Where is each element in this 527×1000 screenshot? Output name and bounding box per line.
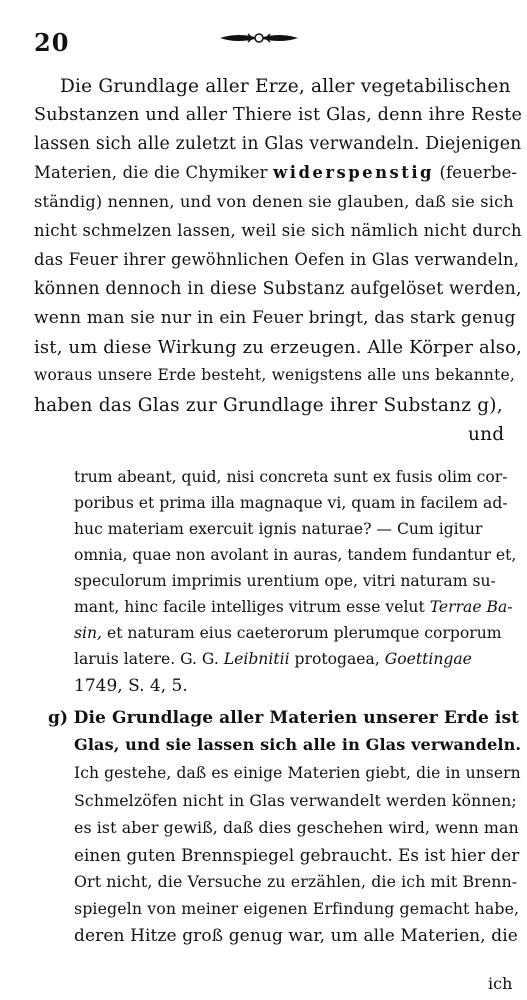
footnote-line: Schmelzöfen nicht in Glas verwandelt werden können;: [74, 791, 517, 810]
emphasized-word: widerspenstig: [273, 163, 435, 182]
place-name: Goettingae: [384, 650, 472, 668]
text-line: lassen sich alle zuletzt in Glas verwandeln. Diejenigen: [34, 134, 522, 154]
note-line: 1749, S. 4, 5.: [74, 676, 188, 696]
note-line: speculorum imprimis urentium ope, vitri naturam su-: [74, 572, 496, 590]
page-number: 20: [34, 28, 70, 57]
note-line: [74, 624, 502, 642]
note-line: huc materiam exercuit ignis naturae? — Cum igitur: [74, 520, 483, 538]
note-line: [74, 650, 472, 668]
text-segment: (feuerbe-: [439, 163, 518, 182]
text-line: nicht schmelzen lassen, weil sie sich nämlich nicht durch: [34, 221, 522, 240]
text-line: Die Grundlage aller Erze, aller vegetabilischen: [60, 76, 511, 97]
printer-ornament-icon: [218, 28, 300, 48]
text-line: Substanzen und aller Thiere ist Glas, denn ihre Reste: [34, 105, 523, 125]
footnote-heading-line: Glas, und sie lassen sich alle in Glas verwandeln.: [74, 735, 522, 754]
catchword: und: [468, 424, 505, 445]
footnote-line: es ist aber gewiß, daß dies geschehen wird, wenn man: [74, 818, 519, 837]
catchword: ich: [488, 974, 513, 993]
text-line: können dennoch in diese Substanz aufgelöset werden,: [34, 279, 522, 299]
text-segment: protogaea,: [294, 650, 380, 668]
text-segment: laruis latere. G. G.: [74, 650, 219, 668]
italic-term: sin,: [74, 624, 102, 642]
text-line: haben das Glas zur Grundlage ihrer Substanz g),: [34, 395, 503, 416]
footnote-line: deren Hitze groß genug war, um alle Materien, die: [74, 926, 518, 946]
italic-term: Terrae Ba-: [429, 598, 513, 616]
note-line: [74, 598, 513, 616]
footnote-line: Ich gestehe, daß es einige Materien giebt, die in unsern: [74, 764, 521, 782]
footnote-line: spiegeln von meiner eigenen Erfindung gemacht habe,: [74, 899, 520, 918]
footnote-heading-line: [48, 708, 519, 728]
text-segment: mant, hinc facile intelliges vitrum esse velut: [74, 598, 425, 616]
text-segment: Materien, die die Chymiker: [34, 163, 268, 182]
footnote-marker: g): [48, 708, 69, 728]
footnote-line: Ort nicht, die Versuche zu erzählen, die ich mit Brenn-: [74, 872, 518, 891]
text-line: ständig) nennen, und von denen sie glauben, daß sie sich: [34, 192, 514, 211]
text-line: ist, um diese Wirkung zu erzeugen. Alle Körper also,: [34, 337, 523, 358]
author-name: Leibnitii: [223, 650, 290, 668]
note-line: trum abeant, quid, nisi concreta sunt ex fusis olim cor-: [74, 468, 508, 486]
text-line: [34, 163, 517, 182]
footnote-heading: Die Grundlage aller Materien unserer Erde ist: [73, 708, 520, 728]
text-segment: et naturam eius caeterorum plerumque corporum: [106, 624, 502, 642]
footnote-line: einen guten Brennspiegel gebraucht. Es ist hier der: [74, 845, 520, 865]
text-line: das Feuer ihrer gewöhnlichen Oefen in Glas verwandeln,: [34, 250, 520, 269]
text-line: woraus unsere Erde besteht, wenigstens alle uns bekannte,: [34, 366, 516, 384]
note-line: omnia, quae non avolant in auras, tandem fundantur et,: [74, 546, 517, 564]
note-line: poribus et prima illa magnaque vi, quam in facilem ad-: [74, 494, 508, 512]
text-line: wenn man sie nur in ein Feuer bringt, das stark genug: [34, 308, 516, 328]
